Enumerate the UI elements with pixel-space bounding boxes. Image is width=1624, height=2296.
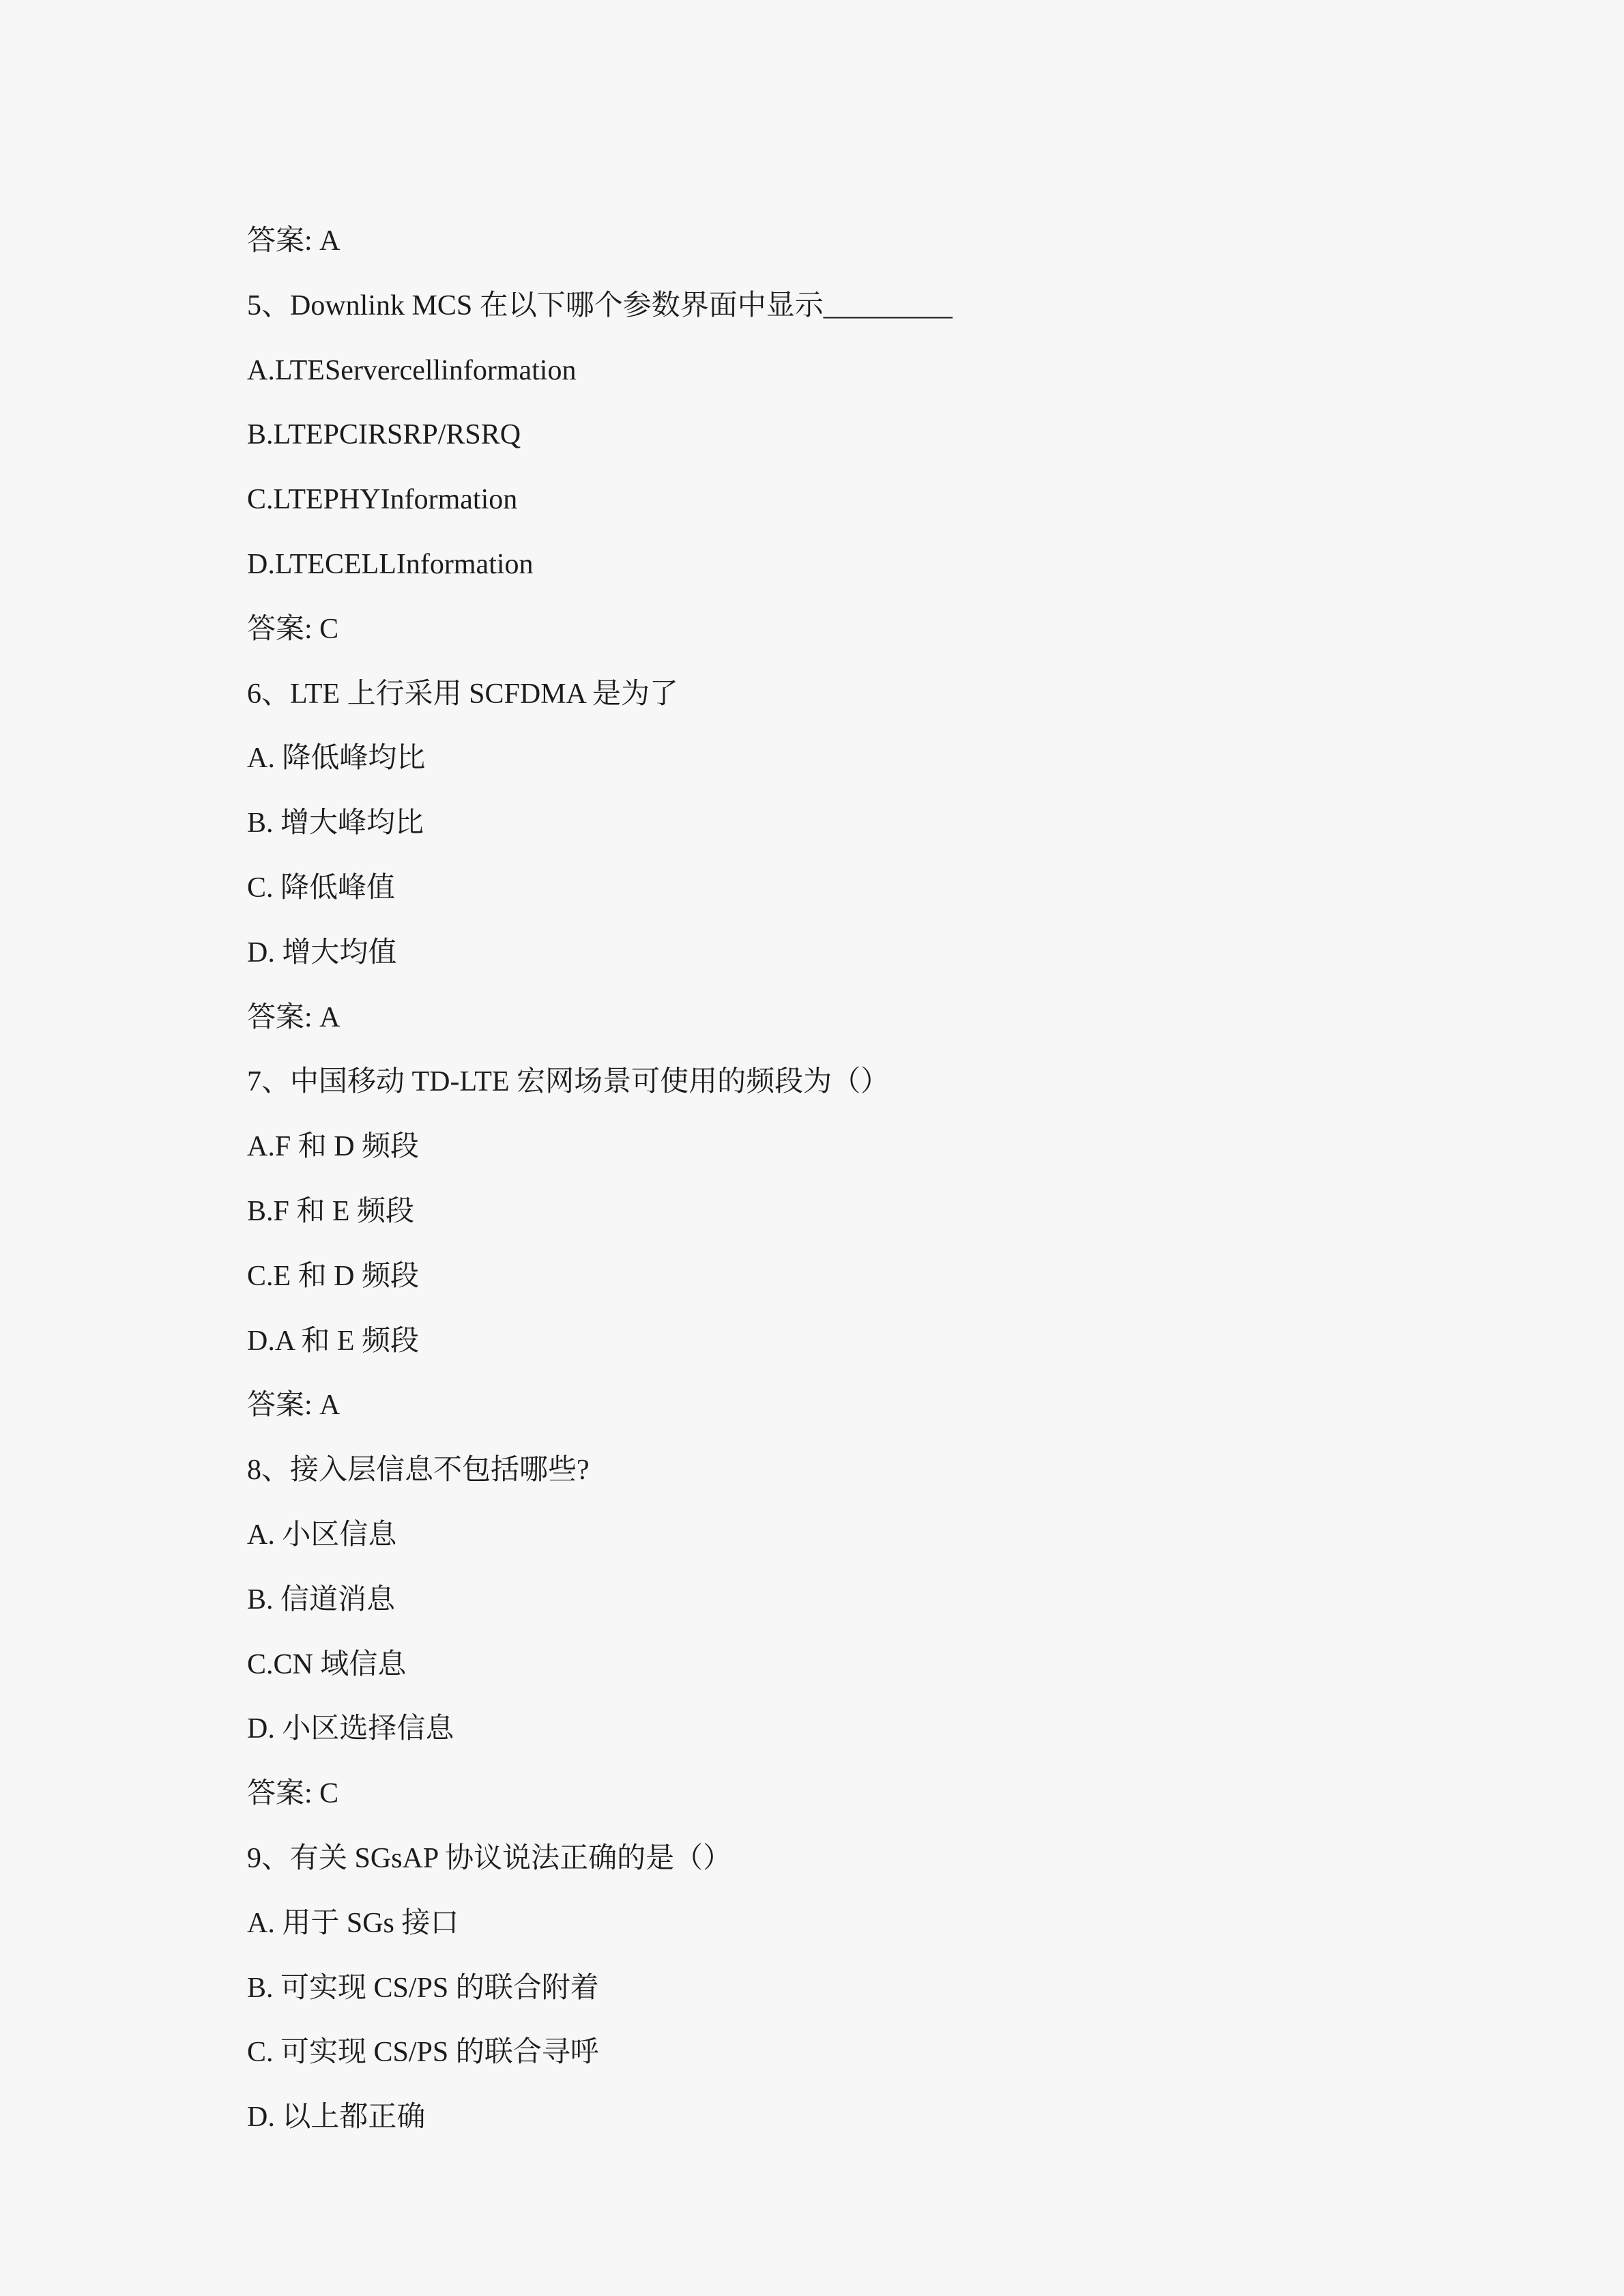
option-line: D. 小区选择信息: [247, 1713, 454, 1745]
option-line: D. 增大均值: [247, 936, 397, 968]
option-line: A. 降低峰均比: [247, 743, 426, 775]
option-line: B. 增大峰均比: [247, 807, 424, 840]
option-line: D.A 和 E 频段: [247, 1325, 420, 1357]
option-line: B. 可实现 CS/PS 的联合附着: [247, 1972, 599, 2004]
option-line: C.CN 域信息: [247, 1648, 407, 1680]
option-line: B.F 和 E 频段: [247, 1195, 415, 1227]
option-line: C.LTEPHYInformation: [247, 484, 518, 516]
option-line: B.LTEPCIRSRP/RSRQ: [247, 419, 521, 451]
option-line: A.F 和 D 频段: [247, 1131, 420, 1163]
question-line: 5、Downlink MCS 在以下哪个参数界面中显示_________: [247, 289, 953, 321]
question-line: 7、中国移动 TD-LTE 宏网场景可使用的频段为（）: [247, 1066, 890, 1098]
option-line: D.LTECELLInformation: [247, 548, 534, 580]
answer-line: 答案: A: [247, 225, 340, 257]
option-line: D. 以上都正确: [247, 2101, 426, 2134]
answer-line: 答案: C: [247, 613, 339, 645]
answer-line: 答案: A: [247, 1390, 340, 1422]
option-line: C. 降低峰值: [247, 872, 396, 904]
question-line: 9、有关 SGsAP 协议说法正确的是（）: [247, 1842, 732, 1874]
option-line: A. 小区信息: [247, 1519, 397, 1551]
answer-line: 答案: A: [247, 1001, 340, 1033]
question-line: 8、接入层信息不包括哪些?: [247, 1454, 590, 1487]
option-line: B. 信道消息: [247, 1583, 396, 1616]
question-line: 6、LTE 上行采用 SCFDMA 是为了: [247, 678, 679, 710]
answer-line: 答案: C: [247, 1778, 339, 1810]
option-line: C. 可实现 CS/PS 的联合寻呼: [247, 2037, 599, 2069]
option-line: A.LTEServercellinformation: [247, 354, 577, 386]
option-line: A. 用于 SGs 接口: [247, 1907, 459, 1939]
option-line: C.E 和 D 频段: [247, 1260, 420, 1292]
